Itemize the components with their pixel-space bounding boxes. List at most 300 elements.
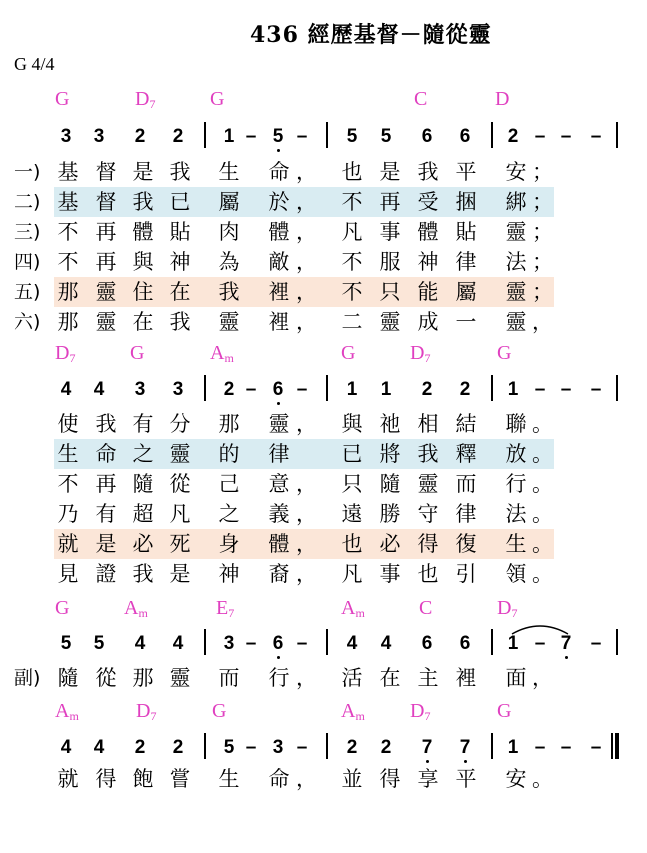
lyric-punctuation: ，	[296, 666, 317, 690]
lyric-char: 那	[218, 412, 240, 436]
verse-highlight	[54, 439, 554, 469]
barline	[204, 629, 206, 655]
chord-quality: 7	[69, 351, 76, 365]
lyric-char: 也	[417, 562, 439, 586]
lyric-char: 與	[132, 250, 154, 274]
lyric-char: 我	[169, 310, 191, 334]
chord-root: A	[341, 700, 356, 722]
lyric-char: 靈	[268, 412, 290, 436]
lyric-char: 裡	[268, 280, 290, 304]
chord-root: G	[55, 597, 70, 619]
lyric-char: 靈	[218, 310, 240, 334]
lyric-char: 綁	[505, 190, 527, 214]
chord-root: E	[216, 597, 229, 619]
lyric-char: 也	[341, 160, 363, 184]
lyric-char: 法	[505, 502, 527, 526]
chord-symbol	[497, 598, 517, 619]
lyric-char: 我	[417, 442, 439, 466]
note-numeral: 5	[380, 126, 392, 147]
lyric-punctuation: ，	[532, 666, 553, 690]
lyric-char: 不	[341, 280, 363, 304]
lyric-char: 引	[455, 562, 477, 586]
lyric-char: 己	[218, 472, 240, 496]
dash-extension: –	[590, 633, 602, 654]
lyric-char: 我	[95, 412, 117, 436]
lyric-char: 不	[57, 220, 79, 244]
lyric-char: 再	[95, 250, 117, 274]
lyric-char: 領	[505, 562, 527, 586]
note-numeral: 6	[272, 633, 284, 654]
lyric-char: 成	[417, 310, 439, 334]
chord-symbol	[210, 89, 224, 109]
chord-root: D	[136, 700, 151, 722]
verse-number: 三)	[14, 221, 41, 243]
lyric-punctuation: ；	[532, 280, 553, 304]
lyric-char: 面	[505, 666, 527, 690]
lyric-char: 靈	[169, 666, 191, 690]
lyric-punctuation: 。	[532, 562, 553, 586]
note-numeral: 4	[60, 379, 72, 400]
dash-extension: –	[296, 737, 308, 758]
lyric-char: 裡	[268, 310, 290, 334]
lyric-char: 靈	[169, 442, 191, 466]
lyric-char: 屬	[455, 280, 477, 304]
barline	[326, 375, 328, 401]
chord-symbol	[341, 701, 365, 722]
lyric-char: 再	[379, 190, 401, 214]
verse-number: 副)	[14, 667, 41, 689]
chord-symbol	[341, 598, 365, 619]
chord-quality: m	[224, 351, 234, 365]
lyric-char: 乃	[57, 502, 79, 526]
lyric-char: 體	[268, 532, 290, 556]
barline	[616, 629, 618, 655]
dash-extension: –	[296, 126, 308, 147]
lyric-char: 有	[132, 412, 154, 436]
chord-quality: m	[355, 606, 365, 620]
barline	[491, 629, 493, 655]
lyric-char: 主	[417, 666, 439, 690]
lyric-punctuation: ，	[296, 250, 317, 274]
lyric-char: 的	[218, 442, 240, 466]
chord-root: G	[497, 342, 512, 364]
lyric-char: 生	[505, 532, 527, 556]
chord-symbol	[210, 343, 234, 364]
chord-symbol	[495, 89, 509, 109]
note-numeral: 1	[507, 633, 519, 654]
lyric-char: 得	[417, 532, 439, 556]
lyric-char: 活	[341, 666, 363, 690]
lyric-char: 從	[95, 666, 117, 690]
note-numeral: 2	[223, 379, 235, 400]
lyric-char: 那	[57, 310, 79, 334]
lyric-char: 律	[268, 442, 290, 466]
lyric-char: 相	[417, 412, 439, 436]
lyric-punctuation: 。	[532, 412, 553, 436]
verse-number: 五)	[14, 281, 41, 303]
note-numeral: 2	[172, 126, 184, 147]
lyric-char: 靈	[505, 220, 527, 244]
dash-extension: –	[534, 633, 546, 654]
chord-root: G	[55, 88, 70, 110]
lyric-char: 安	[505, 160, 527, 184]
lyric-char: 只	[341, 472, 363, 496]
note-numeral: 4	[172, 633, 184, 654]
dash-extension: –	[590, 126, 602, 147]
lyric-char: 再	[95, 472, 117, 496]
note-numeral: 3	[272, 737, 284, 758]
lyric-char: 結	[455, 412, 477, 436]
lyric-char: 服	[379, 250, 401, 274]
lyric-char: 不	[57, 250, 79, 274]
lyric-char: 事	[379, 220, 401, 244]
lyric-char: 之	[218, 502, 240, 526]
lyric-char: 就	[57, 767, 79, 791]
lyric-char: 屬	[218, 190, 240, 214]
note-numeral: 7	[459, 737, 471, 758]
lyric-char: 聯	[505, 412, 527, 436]
lyric-char: 我	[132, 562, 154, 586]
note-numeral: 4	[93, 379, 105, 400]
lyric-punctuation: ；	[532, 160, 553, 184]
lyric-punctuation: ，	[296, 532, 317, 556]
dash-extension: –	[296, 633, 308, 654]
chord-quality: m	[138, 606, 148, 620]
octave-dot-below	[565, 656, 568, 659]
lyric-char: 是	[95, 532, 117, 556]
lyric-char: 法	[505, 250, 527, 274]
chord-root: D	[495, 88, 510, 110]
chord-symbol	[130, 343, 144, 363]
note-numeral: 1	[507, 737, 519, 758]
verse-number: 一)	[14, 161, 41, 183]
lyric-punctuation: ，	[296, 190, 317, 214]
barline	[616, 122, 618, 148]
dash-extension: –	[245, 633, 257, 654]
note-numeral: 1	[380, 379, 392, 400]
lyric-char: 得	[379, 767, 401, 791]
chord-root: D	[410, 700, 425, 722]
note-numeral: 3	[93, 126, 105, 147]
lyric-char: 證	[95, 562, 117, 586]
verse-number: 四)	[14, 251, 41, 273]
note-numeral: 2	[380, 737, 392, 758]
lyric-char: 捆	[455, 190, 477, 214]
lyric-char: 必	[132, 532, 154, 556]
lyric-char: 釋	[455, 442, 477, 466]
chord-symbol	[216, 598, 234, 619]
lyric-char: 一	[455, 310, 477, 334]
lyric-char: 神	[169, 250, 191, 274]
lyric-char: 是	[169, 562, 191, 586]
lyric-punctuation: ，	[296, 280, 317, 304]
lyric-char: 貼	[169, 220, 191, 244]
chord-root: C	[419, 597, 433, 619]
hymn-title: 436 經歷基督－隨從靈	[250, 22, 492, 48]
lyric-punctuation: ，	[296, 220, 317, 244]
chord-symbol	[414, 89, 427, 109]
note-numeral: 7	[421, 737, 433, 758]
barline	[491, 375, 493, 401]
octave-dot-below	[277, 149, 280, 152]
lyric-punctuation: 。	[532, 532, 553, 556]
note-numeral: 2	[421, 379, 433, 400]
lyric-char: 生	[57, 442, 79, 466]
dash-extension: –	[245, 737, 257, 758]
note-numeral: 4	[380, 633, 392, 654]
lyric-char: 而	[455, 472, 477, 496]
note-numeral: 4	[93, 737, 105, 758]
octave-dot-below	[277, 656, 280, 659]
lyric-char: 律	[455, 250, 477, 274]
lyric-punctuation: ，	[532, 310, 553, 334]
lyric-char: 靈	[417, 472, 439, 496]
lyric-char: 行	[268, 666, 290, 690]
lyric-char: 已	[169, 190, 191, 214]
lyric-char: 不	[341, 190, 363, 214]
lyric-char: 得	[95, 767, 117, 791]
note-numeral: 1	[507, 379, 519, 400]
note-numeral: 3	[223, 633, 235, 654]
octave-dot-below	[277, 402, 280, 405]
lyric-char: 安	[505, 767, 527, 791]
chord-symbol	[419, 598, 432, 618]
lyric-char: 已	[341, 442, 363, 466]
lyric-char: 我	[218, 280, 240, 304]
octave-dot-below	[464, 760, 467, 763]
barline	[326, 733, 328, 759]
lyric-char: 死	[169, 532, 191, 556]
lyric-char: 那	[132, 666, 154, 690]
lyric-char: 命	[95, 442, 117, 466]
dash-extension: –	[560, 126, 572, 147]
dash-extension: –	[560, 737, 572, 758]
note-numeral: 6	[421, 126, 433, 147]
chord-root: G	[130, 342, 145, 364]
barline	[204, 733, 206, 759]
lyric-char: 肉	[218, 220, 240, 244]
lyric-char: 隨	[57, 666, 79, 690]
lyric-punctuation: ；	[532, 220, 553, 244]
lyric-punctuation: ，	[296, 502, 317, 526]
lyric-char: 體	[268, 220, 290, 244]
barline	[611, 733, 613, 759]
lyric-char: 是	[132, 160, 154, 184]
lyric-char: 凡	[169, 502, 191, 526]
lyric-punctuation: ；	[532, 190, 553, 214]
lyric-char: 有	[95, 502, 117, 526]
lyric-char: 能	[417, 280, 439, 304]
lyric-char: 遠	[341, 502, 363, 526]
lyric-char: 神	[218, 562, 240, 586]
chord-symbol	[212, 701, 226, 721]
note-numeral: 5	[60, 633, 72, 654]
lyric-char: 於	[268, 190, 290, 214]
lyric-char: 住	[132, 280, 154, 304]
chord-quality: 7	[150, 709, 157, 723]
note-numeral: 5	[346, 126, 358, 147]
lyric-char: 平	[455, 767, 477, 791]
chord-root: A	[124, 597, 139, 619]
lyric-char: 靈	[95, 310, 117, 334]
lyric-char: 命	[268, 767, 290, 791]
lyric-char: 並	[341, 767, 363, 791]
lyric-char: 守	[417, 502, 439, 526]
lyric-punctuation: ，	[296, 562, 317, 586]
lyric-char: 我	[417, 160, 439, 184]
lyric-char: 將	[379, 442, 401, 466]
lyric-punctuation: 。	[532, 767, 553, 791]
note-numeral: 2	[346, 737, 358, 758]
chord-root: D	[55, 342, 70, 364]
lyric-char: 律	[455, 502, 477, 526]
lyric-char: 二	[341, 310, 363, 334]
note-numeral: 3	[172, 379, 184, 400]
dash-extension: –	[534, 737, 546, 758]
lyric-char: 見	[57, 562, 79, 586]
note-numeral: 5	[272, 126, 284, 147]
chord-symbol	[55, 598, 69, 618]
lyric-char: 為	[218, 250, 240, 274]
lyric-char: 生	[218, 767, 240, 791]
lyric-char: 靈	[95, 280, 117, 304]
lyric-punctuation: ；	[532, 250, 553, 274]
lyric-char: 我	[132, 190, 154, 214]
lyric-char: 督	[95, 160, 117, 184]
chord-quality: 7	[424, 709, 431, 723]
chord-root: C	[414, 88, 428, 110]
barline	[326, 629, 328, 655]
chord-root: G	[212, 700, 227, 722]
lyric-char: 凡	[341, 562, 363, 586]
lyric-char: 基	[57, 190, 79, 214]
verse-number: 六)	[14, 311, 41, 333]
note-numeral: 5	[223, 737, 235, 758]
chord-symbol	[135, 89, 155, 110]
chord-root: D	[135, 88, 150, 110]
barline	[326, 122, 328, 148]
lyric-char: 復	[455, 532, 477, 556]
lyric-char: 必	[379, 532, 401, 556]
note-numeral: 3	[134, 379, 146, 400]
note-numeral: 6	[421, 633, 433, 654]
chord-symbol	[55, 343, 75, 364]
lyric-char: 而	[218, 666, 240, 690]
note-numeral: 2	[134, 126, 146, 147]
dash-extension: –	[590, 379, 602, 400]
lyric-char: 敵	[268, 250, 290, 274]
lyric-char: 勝	[379, 502, 401, 526]
lyric-char: 督	[95, 190, 117, 214]
lyric-char: 事	[379, 562, 401, 586]
lyric-char: 靈	[505, 280, 527, 304]
lyric-char: 在	[132, 310, 154, 334]
note-numeral: 7	[560, 633, 572, 654]
lyric-char: 體	[417, 220, 439, 244]
lyric-char: 義	[268, 502, 290, 526]
lyric-char: 受	[417, 190, 439, 214]
dash-extension: –	[245, 379, 257, 400]
chord-quality: m	[355, 709, 365, 723]
lyric-char: 在	[169, 280, 191, 304]
lyric-char: 命	[268, 160, 290, 184]
note-numeral: 4	[346, 633, 358, 654]
chord-symbol	[497, 343, 511, 363]
barline	[204, 122, 206, 148]
lyric-char: 與	[341, 412, 363, 436]
dash-extension: –	[590, 737, 602, 758]
dash-extension: –	[296, 379, 308, 400]
lyric-char: 意	[268, 472, 290, 496]
chord-symbol	[55, 89, 69, 109]
chord-root: G	[341, 342, 356, 364]
lyric-char: 靈	[505, 310, 527, 334]
chord-quality: 7	[424, 351, 431, 365]
lyric-char: 我	[169, 160, 191, 184]
dash-extension: –	[534, 126, 546, 147]
barline	[491, 122, 493, 148]
lyric-char: 不	[57, 472, 79, 496]
dash-extension: –	[245, 126, 257, 147]
note-numeral: 3	[60, 126, 72, 147]
lyric-punctuation: ，	[296, 767, 317, 791]
chord-symbol	[55, 701, 79, 722]
chord-root: G	[210, 88, 225, 110]
lyric-punctuation: ，	[296, 412, 317, 436]
note-numeral: 6	[272, 379, 284, 400]
chord-quality: 7	[511, 606, 518, 620]
lyric-char: 不	[341, 250, 363, 274]
chord-root: D	[497, 597, 512, 619]
lyric-char: 體	[132, 220, 154, 244]
note-numeral: 2	[134, 737, 146, 758]
lyric-char: 享	[417, 767, 439, 791]
barline	[491, 733, 493, 759]
lyric-char: 在	[379, 666, 401, 690]
chord-root: A	[341, 597, 356, 619]
lyric-char: 身	[218, 532, 240, 556]
note-numeral: 2	[172, 737, 184, 758]
chord-root: A	[55, 700, 70, 722]
note-numeral: 4	[134, 633, 146, 654]
note-numeral: 6	[459, 126, 471, 147]
chord-symbol	[341, 343, 355, 363]
chord-root: G	[497, 700, 512, 722]
lyric-char: 從	[169, 472, 191, 496]
lyric-char: 裔	[268, 562, 290, 586]
lyric-char: 神	[417, 250, 439, 274]
chord-root: A	[210, 342, 225, 364]
tie-arc	[508, 618, 588, 638]
lyric-punctuation: ，	[296, 472, 317, 496]
barline	[616, 375, 618, 401]
note-numeral: 5	[93, 633, 105, 654]
chord-quality: 7	[149, 97, 156, 111]
chord-symbol	[497, 701, 511, 721]
chord-symbol	[136, 701, 156, 722]
lyric-punctuation: 。	[532, 502, 553, 526]
chord-quality: m	[69, 709, 79, 723]
lyric-char: 超	[132, 502, 154, 526]
dash-extension: –	[534, 379, 546, 400]
dash-extension: –	[560, 379, 572, 400]
lyric-char: 靈	[379, 310, 401, 334]
chord-root: D	[410, 342, 425, 364]
lyric-char: 是	[379, 160, 401, 184]
lyric-char: 平	[455, 160, 477, 184]
octave-dot-below	[426, 760, 429, 763]
lyric-char: 飽	[132, 767, 154, 791]
